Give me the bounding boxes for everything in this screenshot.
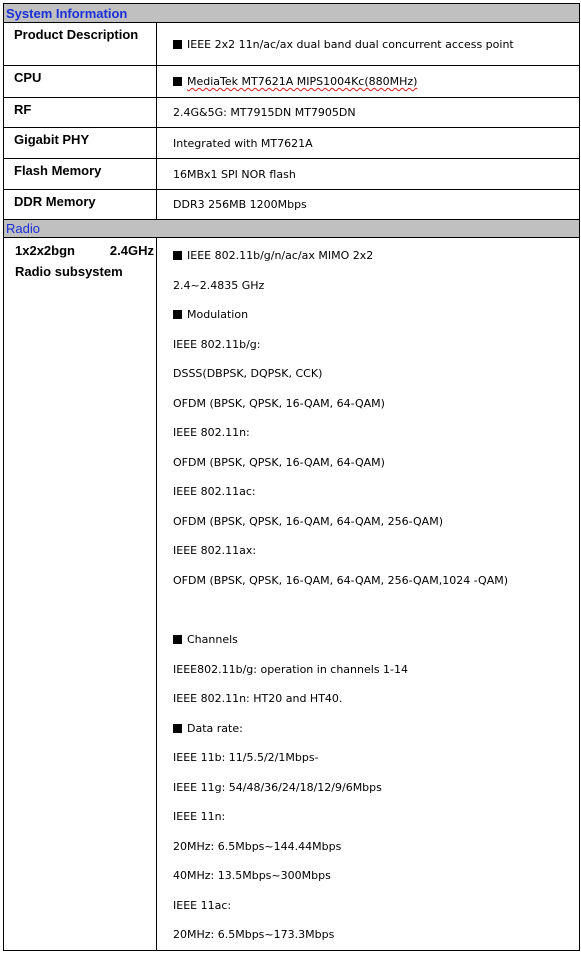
radio-spec-line	[173, 684, 579, 714]
radio-spec-text: IEEE 11b: 11/5.5/2/1Mbps-	[173, 751, 319, 764]
radio-spec-line	[173, 448, 579, 478]
section-header-system	[4, 4, 580, 23]
radio-spec-line	[173, 625, 579, 655]
radio-spec-text: IEEE 802.11ac:	[173, 485, 256, 498]
radio-spec-text: IEEE 802.11n: HT20 and HT40.	[173, 692, 343, 705]
radio-spec-line	[173, 714, 579, 744]
radio-spec-line	[173, 536, 579, 566]
radio-spec-line	[173, 330, 579, 360]
radio-spec-text: IEEE 11g: 54/48/36/24/18/12/9/6Mbps	[173, 780, 382, 794]
radio-spec-line	[173, 566, 579, 596]
radio-spec-line	[173, 832, 579, 862]
bullet-icon	[173, 635, 182, 644]
radio-spec-text: 20MHz: 6.5Mbps~173.3Mbps	[173, 928, 335, 941]
spec-row-cpu	[4, 66, 580, 98]
row-value	[157, 66, 580, 98]
row-label: Flash Memory	[4, 159, 157, 190]
radio-spec-text: Modulation	[187, 308, 249, 321]
radio-spec-line	[173, 477, 579, 507]
bullet-icon	[173, 40, 182, 49]
row-label: CPU	[4, 66, 157, 98]
row-value: DDR3 256MB 1200Mbps	[157, 190, 580, 220]
radio-spec-line	[173, 861, 579, 891]
spec-row-flash-memory	[4, 159, 580, 190]
radio-spec-text: DSSS(DBPSK, DQPSK, CCK)	[173, 367, 323, 380]
section-header-radio	[4, 220, 580, 238]
radio-spec-line	[173, 389, 579, 419]
row-value	[157, 23, 580, 66]
radio-spec-text: OFDM (BPSK, QPSK, 16-QAM, 64-QAM)	[173, 455, 385, 469]
radio-spec-text: IEEE 802.11b/g:	[173, 337, 261, 351]
row-label: Product Description	[4, 23, 157, 66]
bullet-icon	[173, 77, 182, 86]
radio-spec-line	[173, 241, 579, 271]
radio-spec-text: IEEE 802.11b/g/n/ac/ax MIMO 2x2	[187, 249, 374, 262]
radio-spec-text: IEEE 11ac:	[173, 898, 232, 912]
radio-spec-line	[173, 359, 579, 389]
radio-spec-text: OFDM (BPSK, QPSK, 16-QAM, 64-QAM, 256-QAM,1024 -QAM)	[173, 573, 509, 587]
radio-spec-text: IEEE 802.11ax:	[173, 544, 257, 557]
radio-spec-text: 2.4~2.4835 GHz	[173, 278, 265, 292]
radio-spec-line	[173, 743, 579, 773]
spec-row-ddr-memory	[4, 190, 580, 220]
spec-row-rf	[4, 98, 580, 128]
row-label	[4, 238, 157, 951]
radio-spec-line	[173, 418, 579, 448]
row-value: 16MBx1 SPI NOR flash	[157, 159, 580, 190]
radio-label-part: 2.4GHz	[109, 243, 154, 258]
row-value: Integrated with MT7621A	[157, 128, 580, 159]
radio-spec-text: Channels	[187, 633, 238, 646]
radio-spec-text: IEEE 11n:	[173, 810, 226, 823]
radio-spec-line	[173, 300, 579, 330]
radio-spec-line	[173, 655, 579, 685]
radio-spec-text: Data rate:	[187, 721, 243, 735]
spec-row-product-description	[4, 23, 580, 66]
row-label: RF	[4, 98, 157, 128]
radio-spec-text: 40MHz: 13.5Mbps~300Mbps	[173, 869, 331, 882]
radio-label-part: 1x2x2bgn	[15, 243, 75, 258]
radio-spec-line	[173, 773, 579, 803]
blank-line	[173, 595, 579, 625]
bullet-icon	[173, 724, 182, 733]
bullet-icon	[173, 310, 182, 319]
row-value-text: IEEE 2x2 11n/ac/ax dual band dual concurrent access point	[187, 37, 514, 51]
spec-row-gigabit-phy	[4, 128, 580, 159]
radio-spec-text: 20MHz: 6.5Mbps~144.44Mbps	[173, 839, 342, 853]
radio-spec-line	[173, 891, 579, 921]
row-value	[157, 238, 580, 951]
radio-label-line: Radio subsystem	[15, 264, 123, 279]
row-label: DDR Memory	[4, 190, 157, 220]
radio-spec-list	[173, 238, 579, 950]
row-value-text: MediaTek MT7621A MIPS1004Kc(880MHz)	[187, 75, 418, 88]
bullet-icon	[173, 251, 182, 260]
radio-spec-text: IEEE 802.11n:	[173, 426, 250, 439]
row-value: 2.4G&5G: MT7915DN MT7905DN	[157, 98, 580, 128]
row-label: Gigabit PHY	[4, 128, 157, 159]
radio-spec-text: IEEE802.11b/g: operation in channels 1-14	[173, 662, 409, 676]
spec-table	[3, 3, 580, 951]
radio-spec-line	[173, 802, 579, 832]
radio-spec-text: OFDM (BPSK, QPSK, 16-QAM, 64-QAM)	[173, 396, 385, 410]
section-title: Radio	[4, 220, 580, 238]
radio-spec-line	[173, 920, 579, 950]
radio-spec-text: OFDM (BPSK, QPSK, 16-QAM, 64-QAM, 256-QAM)	[173, 514, 443, 528]
spec-row-radio-subsystem	[4, 238, 580, 951]
radio-spec-line	[173, 271, 579, 301]
section-title: System Information	[4, 4, 580, 23]
radio-label-line	[15, 240, 154, 261]
radio-spec-line	[173, 507, 579, 537]
